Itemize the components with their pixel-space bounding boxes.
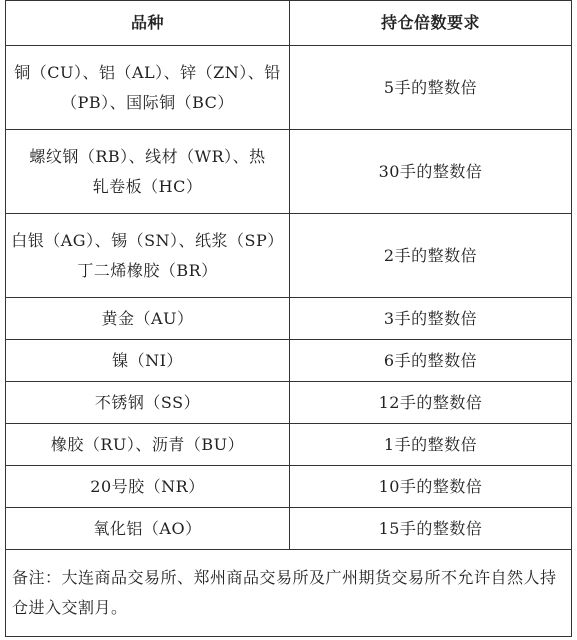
table-row xyxy=(6,424,572,466)
requirement-cell: 12手的整数倍 xyxy=(290,382,572,424)
header-requirement: 持仓倍数要求 xyxy=(290,1,572,46)
table-row xyxy=(6,508,572,550)
table-row xyxy=(6,466,572,508)
variety-cell: 白银（AG）、锡（SN）、纸浆（SP）丁二烯橡胶（BR） xyxy=(6,214,290,298)
header-variety: 品种 xyxy=(6,1,290,46)
requirement-cell: 5手的整数倍 xyxy=(290,46,572,130)
note-text: 备注：大连商品交易所、郑州商品交易所及广州期货交易所不允许自然人持仓进入交割月。 xyxy=(6,550,572,637)
requirement-cell: 1手的整数倍 xyxy=(290,424,572,466)
table-row xyxy=(6,298,572,340)
variety-cell: 铜（CU）、铝（AL）、锌（ZN）、铅（PB）、国际铜（BC） xyxy=(6,46,290,130)
variety-cell: 螺纹钢（RB）、线材（WR）、热轧卷板（HC） xyxy=(6,130,290,214)
variety-cell: 橡胶（RU）、沥青（BU） xyxy=(6,424,290,466)
table-header-row xyxy=(6,1,572,46)
note-row xyxy=(6,550,572,637)
variety-cell: 黄金（AU） xyxy=(6,298,290,340)
table-row xyxy=(6,130,572,214)
requirement-cell: 6手的整数倍 xyxy=(290,340,572,382)
requirement-cell: 30手的整数倍 xyxy=(290,130,572,214)
requirement-cell: 3手的整数倍 xyxy=(290,298,572,340)
requirement-cell: 2手的整数倍 xyxy=(290,214,572,298)
table-row xyxy=(6,46,572,130)
position-requirements-table xyxy=(5,0,572,637)
variety-cell: 镍（NI） xyxy=(6,340,290,382)
table-row xyxy=(6,340,572,382)
requirement-cell: 15手的整数倍 xyxy=(290,508,572,550)
variety-cell: 氧化铝（AO） xyxy=(6,508,290,550)
variety-cell: 不锈钢（SS） xyxy=(6,382,290,424)
requirement-cell: 10手的整数倍 xyxy=(290,466,572,508)
table-row xyxy=(6,214,572,298)
variety-cell: 20号胶（NR） xyxy=(6,466,290,508)
table-row xyxy=(6,382,572,424)
